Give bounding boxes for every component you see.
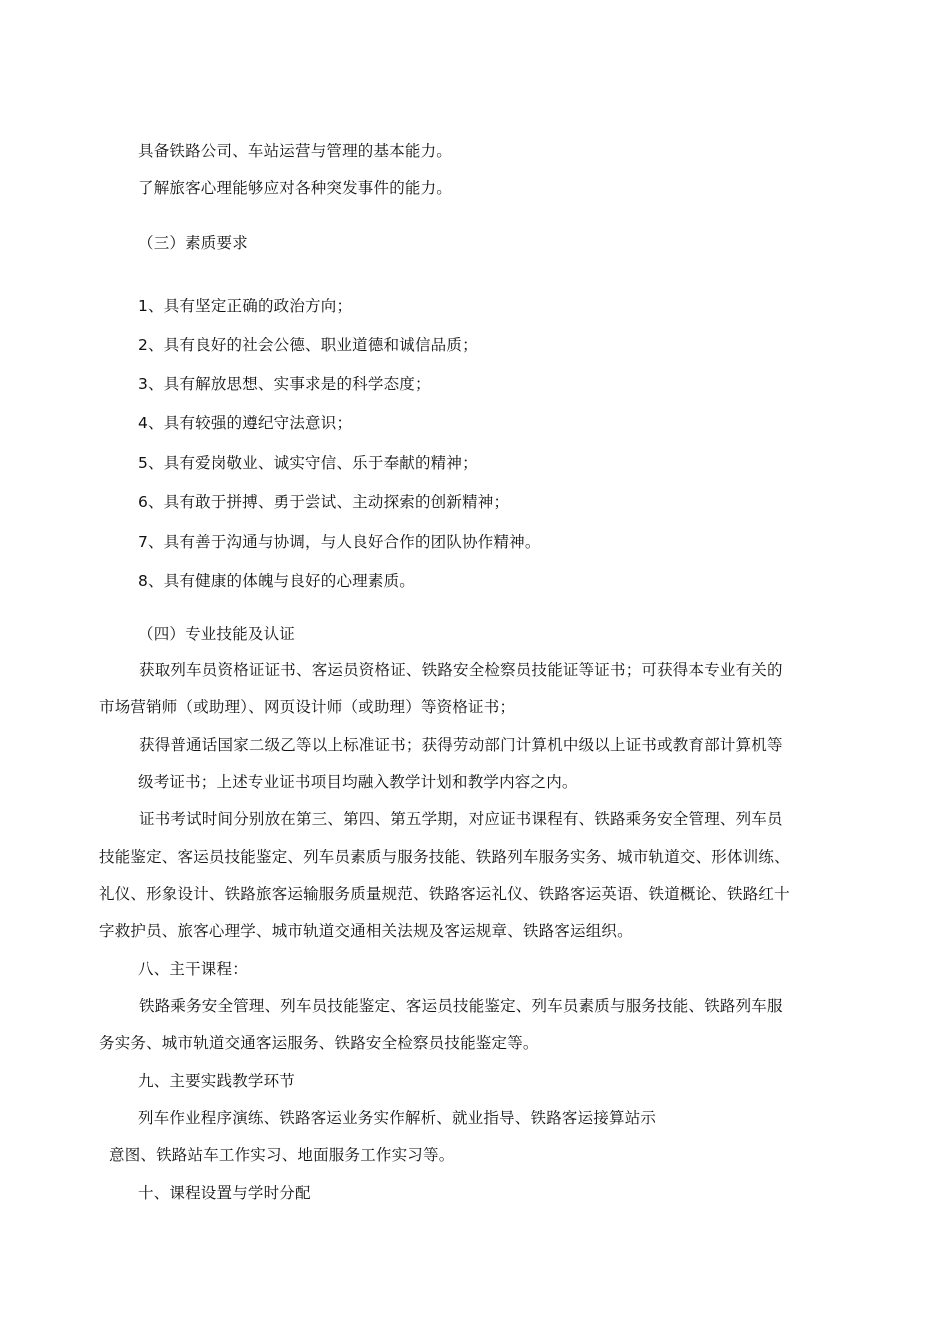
main-courses-line-1: 铁路乘务安全管理、列车员技能鉴定、客运员技能鉴定、列车员素质与服务技能、铁路列车服 [139,997,783,1015]
quality-item-4: 4、具有较强的遵纪守法意识； [138,414,353,432]
certification-heading: （四）专业技能及认证 [138,625,296,643]
main-courses-line-2: 务实务、城市轨道交通客运服务、铁路安全检察员技能鉴定等。 [99,1034,539,1052]
ability-line-1: 具备铁路公司、车站运营与管理的基本能力。 [138,142,453,160]
certification-p3-line-3: 礼仪、形象设计、铁路旅客运输服务质量规范、铁路客运礼仪、铁路客运英语、铁道概论、铁路红十 [99,885,790,903]
certification-p3-line-4: 字救护员、旅客心理学、城市轨道交通相关法规及客运规章、铁路客运组织。 [99,922,633,940]
main-courses-heading: 八、主干课程： [138,960,248,978]
quality-item-5: 5、具有爱岗敬业、诚实守信、乐于奉献的精神； [138,454,478,472]
certification-p3-line-1: 证书考试时间分别放在第三、第四、第五学期，对应证书课程有、铁路乘务安全管理、列车员 [139,810,783,828]
quality-item-2: 2、具有良好的社会公德、职业道德和诚信品质； [138,336,478,354]
practice-line-1: 列车作业程序演练、铁路客运业务实作解析、就业指导、铁路客运接算站示 [138,1109,657,1127]
ability-line-2: 了解旅客心理能够应对各种突发事件的能力。 [138,179,453,197]
certification-p1-line-1: 获取列车员资格证证书、客运员资格证、铁路安全检察员技能证等证书；可获得本专业有关的 [139,661,783,679]
quality-item-7: 7、具有善于沟通与协调，与人良好合作的团队协作精神。 [138,533,541,551]
practice-line-2: 意图、铁路站车工作实习、地面服务工作实习等。 [109,1146,455,1164]
quality-item-1: 1、具有坚定正确的政治方向； [138,297,353,315]
quality-item-6: 6、具有敢于拼搏、勇于尝试、主动探索的创新精神； [138,493,510,511]
certification-p1-line-2: 市场营销师（或助理）、网页设计师（或助理）等资格证书； [99,698,516,716]
quality-item-3: 3、具有解放思想、实事求是的科学态度； [138,375,431,393]
certification-p2-line-2: 级考证书；上述专业证书项目均融入教学计划和教学内容之内。 [138,773,578,791]
quality-item-8: 8、具有健康的体魄与良好的心理素质。 [138,572,415,590]
certification-p2-line-1: 获得普通话国家二级乙等以上标准证书；获得劳动部门计算机中级以上证书或教育部计算机等 [139,736,783,754]
curriculum-heading: 十、课程设置与学时分配 [138,1184,311,1202]
practice-heading: 九、主要实践教学环节 [138,1072,296,1090]
certification-p3-line-2: 技能鉴定、客运员技能鉴定、列车员素质与服务技能、铁路列车服务实务、城市轨道交、形体训练、 [99,848,790,866]
quality-heading: （三）素质要求 [138,234,248,252]
